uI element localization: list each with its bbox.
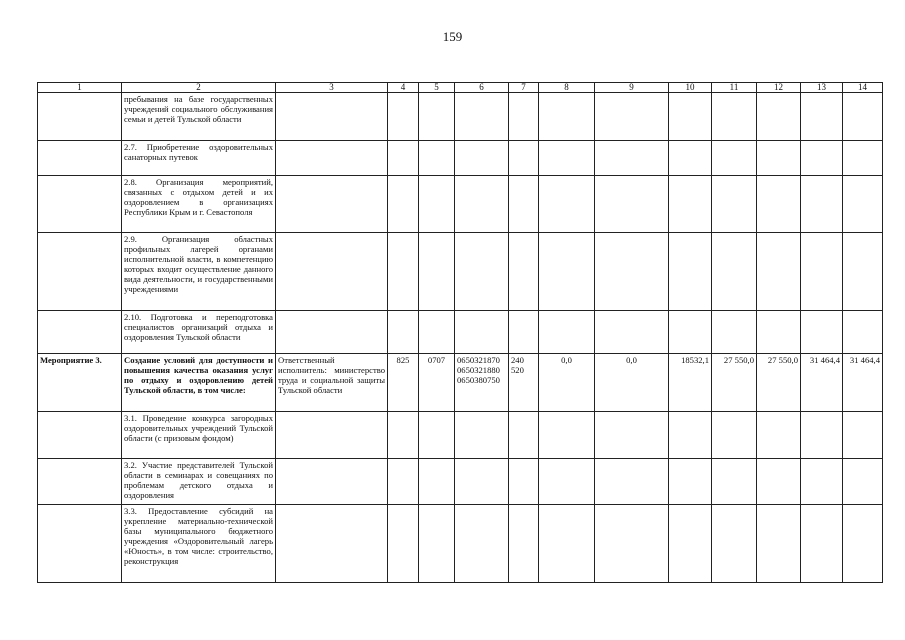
row-description: пребывания на базе государственных учреждений социального обслуживания семьи и детей Тульской области: [122, 93, 276, 141]
col-header: 1: [38, 83, 122, 93]
row-description: 3.1. Проведение конкурса загородных оздоровительных учреждений Тульской области (с призовым фондом): [122, 412, 276, 459]
col-header: 14: [843, 83, 883, 93]
row-description: 2.7. Приобретение оздоровительных санаторных путевок: [122, 141, 276, 176]
target-article-code: 0650321870: [457, 355, 500, 365]
value-col14: 31 464,4: [843, 354, 883, 412]
expense-type-codes: [509, 354, 539, 412]
target-article-code: 0650321880: [457, 365, 500, 375]
col-header: 2: [122, 83, 276, 93]
col-header: 13: [801, 83, 843, 93]
col-header: 12: [757, 83, 801, 93]
table-row: [38, 412, 883, 459]
col-header: 5: [419, 83, 455, 93]
col-header: 10: [669, 83, 712, 93]
expense-type-code: 240: [511, 355, 524, 365]
target-article-code: 0650380750: [457, 375, 500, 385]
expense-type-code: 520: [511, 365, 524, 375]
table-row: [38, 505, 883, 583]
target-article-codes: [455, 354, 509, 412]
table-row: [38, 459, 883, 505]
value-col11: 27 550,0: [712, 354, 757, 412]
responsible-executor: Ответственный исполнитель: министерство труда и социальной защиты Тульской области: [276, 354, 388, 412]
ministry-code: 825: [388, 354, 419, 412]
table-row: [38, 176, 883, 233]
col-header: 7: [509, 83, 539, 93]
row-description: 2.8. Организация мероприятий, связанных с отдыхом детей и их оздоровлением в организациях Республики Крым и г. Севастополя: [122, 176, 276, 233]
table-row: [38, 141, 883, 176]
value-col13: 31 464,4: [801, 354, 843, 412]
table-header-row: [38, 83, 883, 93]
value-col10: 18532,1: [669, 354, 712, 412]
table-row: [38, 233, 883, 311]
row-description: 3.2. Участие представителей Тульской области в семинарах и совещаниях по проблемам детского отдыха и оздоровления: [122, 459, 276, 505]
table-row: [38, 311, 883, 354]
page-number: 159: [442, 29, 463, 44]
measure-label: Мероприятие 3.: [38, 354, 122, 412]
row-description: 3.3. Предоставление субсидий на укрепление материально-технической базы муниципального бюджетного учреждения «Оздоровительный лагерь «Юность», в том числе: строительство, реконструкция: [122, 505, 276, 583]
value-col12: 27 550,0: [757, 354, 801, 412]
col-header: 8: [539, 83, 595, 93]
measure-description: Создание условий для доступности и повышения качества оказания услуг по отдыху и оздоровлению детей Тульской области, в том числе:: [122, 354, 276, 412]
value-col9: 0,0: [595, 354, 669, 412]
col-header: 11: [712, 83, 757, 93]
value-col8: 0,0: [539, 354, 595, 412]
col-header: 6: [455, 83, 509, 93]
row-description: 2.10. Подготовка и переподготовка специалистов организаций отдыха и оздоровления Тульской области: [122, 311, 276, 354]
col-header: 9: [595, 83, 669, 93]
row-description: 2.9. Организация областных профильных лагерей органами исполнительной власти, в компетенцию которых входит осуществление данного вида деятельности, и государственными учреждениями: [122, 233, 276, 311]
col-header: 3: [276, 83, 388, 93]
measure-row: [38, 354, 883, 412]
section-code: 0707: [419, 354, 455, 412]
program-table: [37, 82, 883, 583]
table-row: [38, 93, 883, 141]
col-header: 4: [388, 83, 419, 93]
